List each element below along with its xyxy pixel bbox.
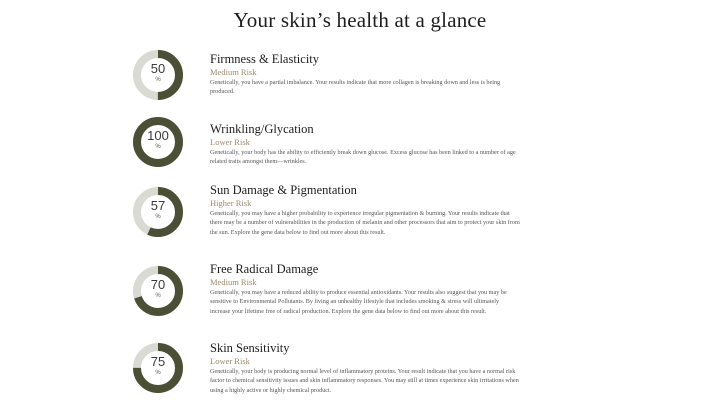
score-value: 57 [150,198,166,213]
score-content [210,183,520,237]
page-title: Your skin’s health at a glance [233,8,487,32]
percent-sign: % [155,370,161,376]
score-gauge [133,50,183,100]
score-value: 70 [150,277,166,292]
score-heading: Free Radical Damage [210,262,319,276]
score-content [210,52,520,97]
risk-level: Higher Risk [210,198,252,208]
score-description: Genetically, you may have a higher probability to experience irregular pigmentation & burning. Your results indicate that there may be a number of vulnerabilities in the production of melanin and other processors that aim to protect your skin from the sun. Explore the gene data below to find out more about this result. [210,210,520,236]
risk-level: Medium Risk [210,277,257,287]
score-description: Genetically, your body is producing normal level of inflammatory proteins. Your result indicate that you have a normal risk factor to chemical sensitivity issues and skin inflammatory responses. You may still at times experience skin irritations when using a highly active or highly chemical product. [210,368,519,394]
score-heading: Sun Damage & Pigmentation [210,183,357,197]
score-value: 50 [150,61,166,76]
score-gauge [133,117,183,167]
risk-level: Medium Risk [210,67,257,77]
percent-sign: % [155,144,161,150]
score-heading: Firmness & Elasticity [210,52,320,66]
risk-level: Lower Risk [210,137,250,147]
score-value: 75 [150,354,166,369]
score-heading: Skin Sensitivity [210,341,290,355]
score-description: Genetically, you have a partial imbalance. Your results indicate that more collagen is breaking down and less is being produced. [210,79,501,96]
score-gauge [133,343,183,393]
score-gauge [133,266,183,316]
percent-sign: % [155,77,161,83]
risk-level: Lower Risk [210,356,250,366]
score-content [210,341,520,395]
score-gauge [133,187,183,237]
score-description: Genetically, your body has the ability to efficiently break down glucose. Excess glucose has been linked to a number of age related traits amongst them—wrinkles. [210,149,516,166]
score-content [210,122,520,167]
percent-sign: % [155,293,161,299]
score-heading: Wrinkling/Glycation [210,122,314,136]
score-value: 100 [147,128,169,143]
score-content [210,262,520,316]
score-description: Genetically, you may have a reduced ability to produce essential antioxidants. Your results also suggest that you may be sensitive to Environmental Pollutants. By living an unhealthy lifestyle that includes smoking & stress will ultimately increase your lifetime free of radical production. Explore the gene data below to find out more about this result. [210,289,507,315]
percent-sign: % [155,214,161,220]
